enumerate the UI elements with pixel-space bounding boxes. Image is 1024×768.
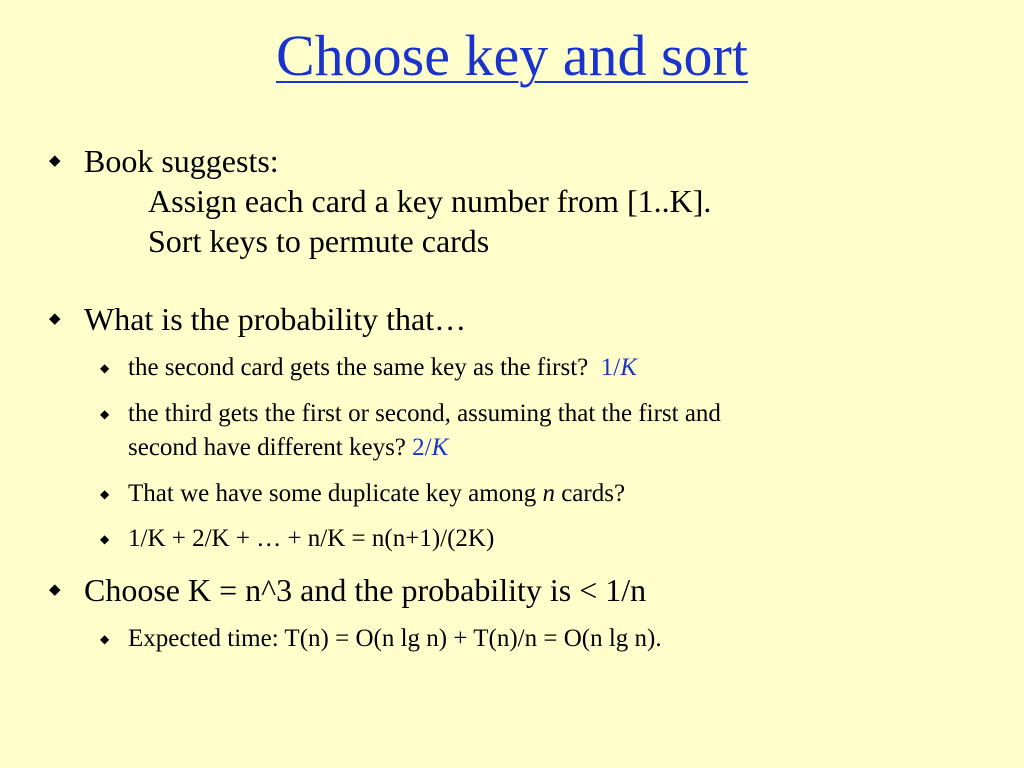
- sub-bullet-icon: ◆: [100, 487, 110, 501]
- slide-title: Choose key and sort: [276, 23, 748, 88]
- bullet-line-sort: Sort keys to permute cards: [148, 223, 490, 259]
- bullet-text: Book suggests:: [84, 143, 279, 179]
- bullet-icon: ◆: [49, 153, 61, 169]
- bullet-line-assign: Assign each card a key number from [1..K].: [148, 183, 712, 219]
- answer-value: 2/K: [412, 434, 449, 461]
- bullet-book-suggests: [84, 141, 711, 261]
- bullet-probability-question: What is the probability that…: [84, 301, 467, 337]
- sub-bullet-text-cont: second have different keys?: [128, 434, 406, 461]
- sub-bullet-sum-formula: 1/K + 2/K + … + n/K = n(n+1)/(2K): [128, 525, 495, 552]
- bullet-icon: ◆: [49, 311, 61, 327]
- sub-bullet-duplicate: That we have some duplicate key among n cards?: [128, 480, 626, 507]
- sub-bullet-icon: ◆: [100, 532, 110, 546]
- sub-bullet-icon: ◆: [100, 361, 110, 375]
- sub-bullet-text: the third gets the first or second, assuming that the first and: [128, 400, 721, 427]
- sub-bullet-second-card: [128, 351, 988, 385]
- sub-bullet-expected-time: Expected time: T(n) = O(n lg n) + T(n)/n = O(n lg n).: [128, 625, 662, 652]
- answer-value: 1/K: [600, 354, 637, 381]
- sub-bullet-text: the second card gets the same key as the first?: [128, 354, 589, 381]
- sub-bullet-icon: ◆: [100, 407, 110, 421]
- bullet-choose-k: Choose K = n^3 and the probability is < 1/n: [84, 572, 647, 608]
- bullet-icon: ◆: [49, 582, 61, 598]
- sub-bullet-icon: ◆: [100, 632, 110, 646]
- sub-bullet-third-card: [128, 397, 988, 465]
